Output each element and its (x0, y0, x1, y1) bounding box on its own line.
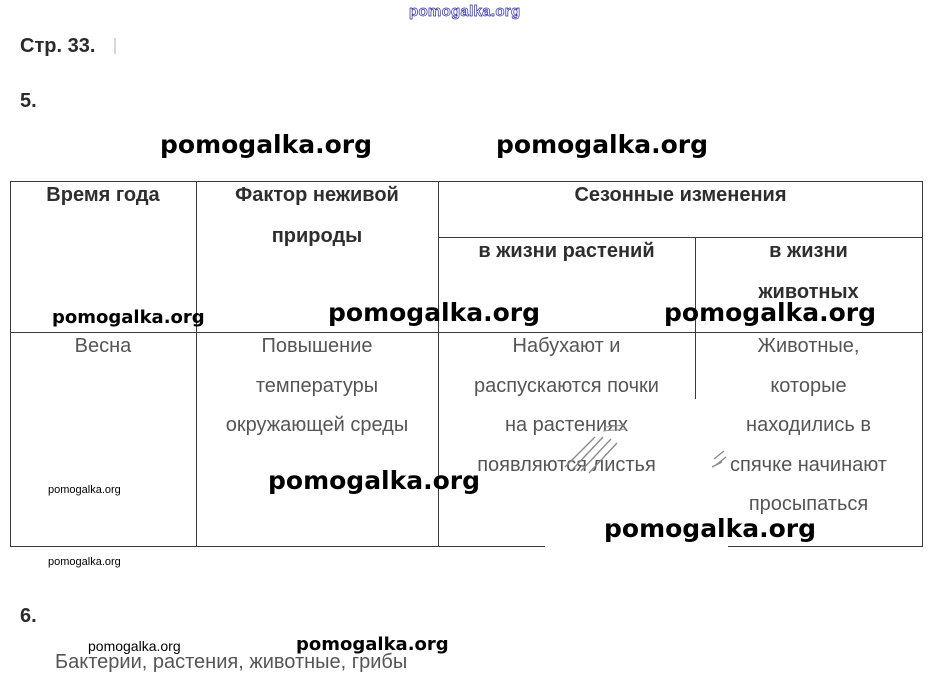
cell-plants-line: Набухают и (512, 335, 621, 357)
cell-factor-line: Повышение (261, 335, 373, 357)
header-animals-line1: в жизни (769, 240, 848, 262)
site-header-watermark: pomogalka.org (409, 3, 521, 20)
cell-animals-line: просыпаться (748, 493, 869, 515)
table-border-bottom-right (728, 546, 923, 547)
cell-plants-line: распускаются почки (474, 374, 659, 397)
watermark: pomogalka.org (48, 484, 121, 496)
cell-animals-line: спячке начинают (730, 453, 887, 476)
cell-animals-line: находились в (746, 414, 871, 436)
header-season: Время года (46, 184, 160, 206)
watermark: pomogalka.org (604, 514, 817, 543)
cell-season: Весна (74, 335, 132, 357)
cell-factor (196, 327, 438, 446)
header-factor-line2: природы (271, 225, 363, 247)
watermark: pomogalka.org (268, 466, 481, 495)
watermark: pomogalka.org (52, 307, 205, 328)
task-6-answer: Бактерии, растения, животные, грибы (55, 651, 408, 673)
watermark: pomogalka.org (160, 130, 373, 159)
page-heading: Стр. 33. (20, 35, 96, 57)
cell-plants-line: на растениях (504, 414, 629, 436)
scribble-mark (555, 407, 645, 487)
header-animals-line2: животных (758, 281, 859, 303)
cell-animals (695, 327, 922, 525)
task-6-number: 6. (20, 605, 37, 627)
table-border-bottom-left (10, 546, 545, 547)
cell-animals-line: которые (770, 374, 847, 397)
watermark: pomogalka.org (296, 634, 449, 655)
cell-factor-line: окружающей среды (225, 414, 409, 436)
watermark: pomogalka.org (664, 298, 877, 327)
cell-animals-line: Животные, (757, 335, 860, 357)
cursor-mark (114, 38, 116, 54)
watermark: pomogalka.org (48, 556, 121, 568)
cell-plants-line: появляются листья (477, 453, 656, 476)
header-factor-line1: Фактор неживой (235, 184, 399, 206)
task-5-number: 5. (20, 90, 37, 112)
watermark: pomogalka.org (496, 130, 709, 159)
scribble-mark (700, 429, 740, 479)
table-border-right (922, 181, 923, 547)
header-plants: в жизни растений (478, 240, 655, 262)
header-seasonal-changes: Сезонные изменения (574, 184, 787, 206)
cell-factor-line: температуры (255, 374, 379, 397)
watermark: pomogalka.org (88, 638, 181, 654)
watermark: pomogalka.org (328, 298, 541, 327)
header-factor (196, 175, 438, 257)
